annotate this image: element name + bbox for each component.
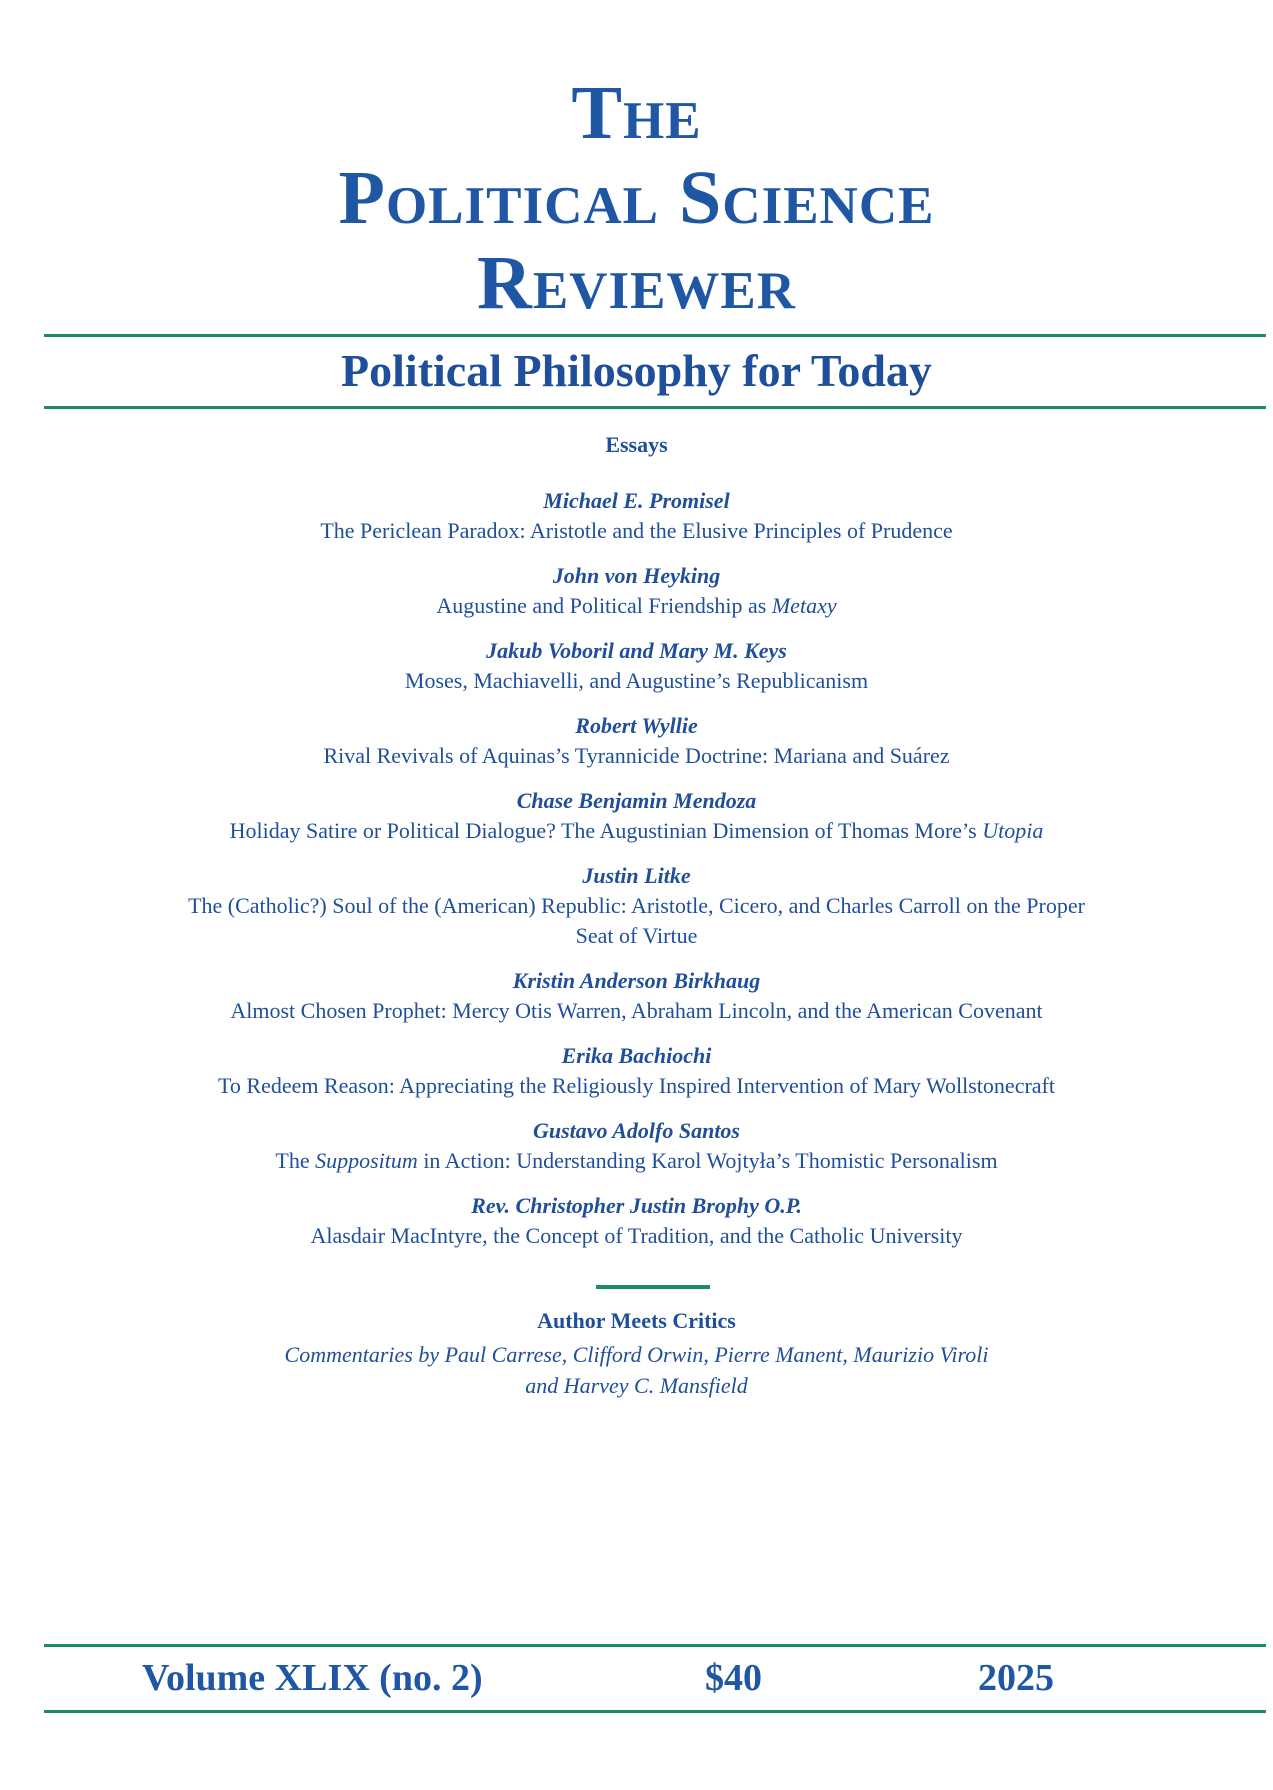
commentaries-line-2: and Harvey C. Mansfield [525, 1373, 748, 1398]
essay-title: Alasdair MacIntyre, the Concept of Tradition, and the Catholic University [310, 1223, 963, 1248]
essay-author: Erika Bachiochi [561, 1043, 712, 1068]
essay-title: Almost Chosen Prophet: Mercy Otis Warren, Abraham Lincoln, and the American Covenant [230, 998, 1043, 1023]
issue-price: $40 [705, 1657, 762, 1699]
essay-title: The Periclean Paradox: Aristotle and the Elusive Principles of Prudence [320, 518, 953, 543]
toc-entry [150, 636, 1123, 696]
toc-entry [150, 1191, 1123, 1251]
essay-author: Jakub Voboril and Mary M. Keys [486, 638, 787, 663]
essay-author: Robert Wyllie [575, 713, 698, 738]
essay-author: Justin Litke [582, 863, 691, 888]
author-meets-critics-heading: Author Meets Critics [537, 1308, 736, 1333]
essay-title: Holiday Satire or Political Dialogue? The Augustinian Dimension of Thomas More’s Utopia [229, 818, 1044, 843]
essay-author: Gustavo Adolfo Santos [532, 1118, 740, 1143]
top-divider-upper [44, 334, 1266, 337]
masthead-line-1: The [571, 71, 702, 155]
masthead-line-3: Reviewer [476, 241, 797, 325]
toc-entry [150, 861, 1123, 951]
essay-author: Kristin Anderson Birkhaug [512, 968, 761, 993]
essay-title: To Redeem Reason: Appreciating the Religiously Inspired Intervention of Mary Wollstonecraft [218, 1073, 1055, 1098]
essay-title: Augustine and Political Friendship as Metaxy [436, 593, 837, 618]
toc-entry [150, 561, 1123, 621]
essay-title: The Suppositum in Action: Understanding Karol Wojtyła’s Thomistic Personalism [275, 1148, 998, 1173]
commentaries-line-1: Commentaries by Paul Carrese, Clifford Orwin, Pierre Manent, Maurizio Viroli [284, 1342, 989, 1367]
essay-title: Rival Revivals of Aquinas’s Tyrannicide Doctrine: Mariana and Suárez [323, 743, 950, 768]
commentaries-text [200, 1339, 1073, 1401]
volume-number: Volume XLIX (no. 2) [142, 1657, 483, 1699]
section-divider [596, 1285, 710, 1289]
issue-year: 2025 [978, 1657, 1054, 1699]
toc-entry [150, 786, 1123, 846]
top-divider-lower [44, 406, 1266, 409]
toc-entry [150, 1116, 1123, 1176]
table-of-contents [150, 486, 1123, 1266]
masthead-line-2: Political Science [338, 156, 935, 240]
toc-entry [150, 1041, 1123, 1101]
toc-entry [150, 966, 1123, 1026]
essay-title: Moses, Machiavelli, and Augustine’s Republicanism [404, 668, 869, 693]
toc-entry [150, 711, 1123, 771]
bottom-divider-lower [44, 1710, 1266, 1713]
essay-author: Michael E. Promisel [543, 488, 730, 513]
essay-author: Chase Benjamin Mendoza [516, 788, 757, 813]
essay-title: The (Catholic?) Soul of the (American) Republic: Aristotle, Cicero, and Charles Carroll on the Proper Seat of Virtue [188, 893, 1085, 948]
essay-author: Rev. Christopher Justin Brophy O.P. [471, 1193, 802, 1218]
toc-entry [150, 486, 1123, 546]
issue-subtitle: Political Philosophy for Today [341, 345, 932, 396]
essays-heading: Essays [605, 432, 668, 457]
bottom-divider-upper [44, 1644, 1266, 1647]
essay-author: John von Heyking [552, 563, 721, 588]
